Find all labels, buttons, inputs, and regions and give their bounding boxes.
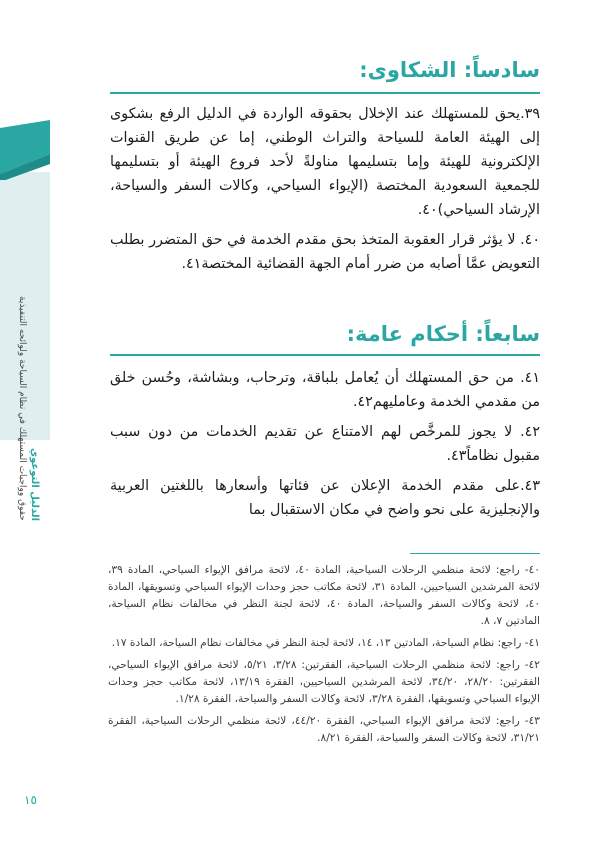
list-item: ٤١. من حق المستهلك أن يُعامل بلباقة، وترحاب، وبشاشة، وحُسن خلق من مقدمي الخدمة وعامليهم٤٢.: [110, 370, 540, 410]
section-heading-complaints: [110, 58, 540, 82]
section-heading-text: سابعاً: أحكام عامة:: [346, 322, 540, 346]
footnotes: [108, 562, 540, 752]
section-heading-general-provisions: [110, 322, 540, 346]
side-tab-text: [16, 296, 40, 521]
section-general-provisions-body: [110, 366, 540, 528]
section-complaints-body: [110, 102, 540, 282]
list-item: ٤٠. لا يؤثر قرار العقوبة المتخذ بحق مقدم الخدمة في حق المتضرر بطلب التعويض عمَّا أصابه من ضرر أمام الجهة القضائية المختصة٤١.: [110, 232, 540, 272]
footnote: ٤١- راجع: نظام السياحة، المادتين ١٣، ١٤، لائحة لجنة النظر في مخالفات نظام السياحة، المادة ١٧.: [111, 637, 540, 649]
side-tab-title: الدليل التوعوي: [29, 447, 40, 521]
page-number: ١٥: [24, 793, 37, 807]
side-tab: [0, 120, 50, 521]
heading-rule: [110, 92, 540, 94]
side-tab-ribbon: [0, 120, 50, 180]
footnote: ٤٢- راجع: لائحة منظمي الرحلات السياحية، الفقرتين: ٣/٢٨، ٥/٢١، لائحة مرافق الإيواء السياحي، الفقرتين: ٢٨/٢٠، ٣٤/٢٠، لائحة المرشدين السياحيين، الفقرة ١٣/١٩، لائحة مكاتب حجز وحدات الإيواء السياحي وتسويقها، الفقرة ٣/٢٨، لائحة وكالات السفر والسياحة، الفقرة ١/٢٨.: [108, 659, 540, 705]
heading-rule: [110, 354, 540, 356]
footnote: ٤٠- راجع: لائحة منظمي الرحلات السياحية، المادة ٤٠، لائحة مرافق الإيواء السياحي، المادة ٣٩، لائحة المرشدين السياحيين، المادة ٣١، لائحة مكاتب حجز وحدات الإيواء السياحي وتسويقها، المادة ٤٠، لائحة وكالات السفر والسياحة، المادة ٤٠، لائحة لجنة النظر في مخالفات نظام السياحة، المادتين ٧، ٨.: [108, 564, 541, 627]
footnote-separator: [410, 553, 540, 554]
footnote: ٤٣- راجع: لائحة مرافق الإيواء السياحي، الفقرة ٤٤/٢٠، لائحة منظمي الرحلات السياحية، الفقرة ٣١/٢١، لائحة وكالات السفر والسياحة، الفقرة ٨/٢١.: [108, 715, 540, 744]
list-item: ٤٣.على مقدم الخدمة الإعلان عن فئاتها وأسعارها باللغتين العربية والإنجليزية على نحو واضح في مكان الاستقبال بما: [110, 478, 540, 518]
list-item: ٣٩.يحق للمستهلك عند الإخلال بحقوقه الواردة في الدليل الرفع بشكوى إلى الهيئة العامة للسياحة والتراث الوطني، إما عن طريق القنوات الإلكترونية للهيئة وإما بتسليمها مناولةً لأحد فروع الهيئة أو بتسليمها للجمعية السعودية المختصة (الإيواء السياحي، وكالات السفر والسياحة، الإرشاد السياحي)٤٠.: [110, 106, 540, 218]
side-tab-subtitle: حقوق وواجبات المستهلك في نظام السياحة ولوائحه التنفيذية: [17, 296, 27, 521]
list-item: ٤٢. لا يجوز للمرخَّص لهم الامتناع عن تقديم الخدمات من دون سبب مقبول نظاماً٤٣.: [110, 424, 540, 464]
section-heading-text: سادساً: الشكاوى:: [359, 58, 540, 82]
